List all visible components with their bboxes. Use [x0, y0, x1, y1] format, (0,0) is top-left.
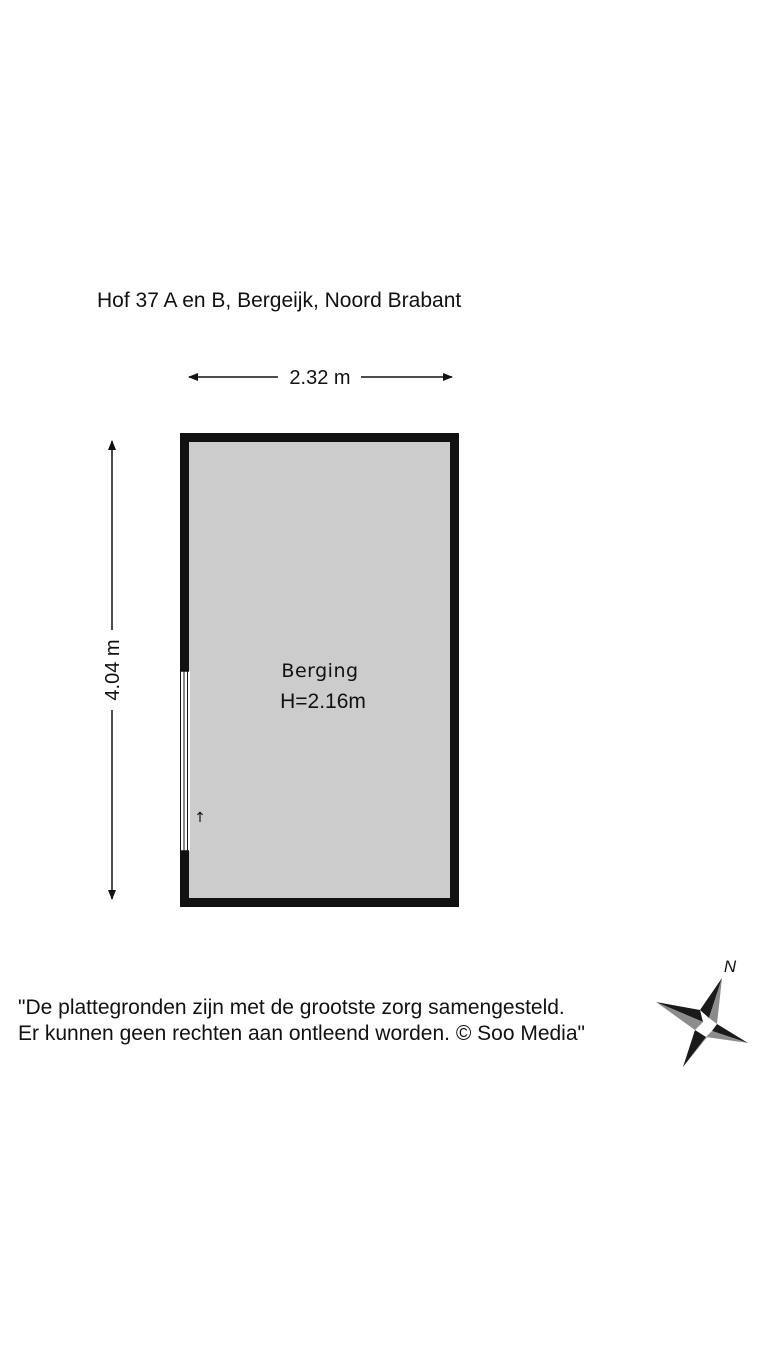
- room-height: H=2.16m: [280, 690, 366, 713]
- compass-north-label: N: [723, 957, 737, 976]
- width-dimension: [189, 367, 452, 389]
- room-berging: [179, 433, 459, 907]
- disclaimer: [18, 995, 585, 1047]
- address-title: Hof 37 A en B, Bergeijk, Noord Brabant: [97, 289, 462, 312]
- door-opening: [179, 671, 190, 851]
- compass-icon: [656, 957, 748, 1067]
- length-dimension: [102, 441, 124, 899]
- width-dimension-label: 2.32 m: [289, 367, 351, 389]
- disclaimer-line-1: "De plattegronden zijn met de grootste zorg samengesteld.: [18, 996, 565, 1019]
- length-dimension-label: 4.04 m: [102, 639, 124, 701]
- room-name: Berging: [281, 660, 359, 682]
- disclaimer-line-2: Er kunnen geen rechten aan ontleend worden. © Soo Media": [18, 1022, 585, 1045]
- compass-south-dark: [683, 1030, 706, 1067]
- door-direction-arrow: ↑: [194, 810, 206, 826]
